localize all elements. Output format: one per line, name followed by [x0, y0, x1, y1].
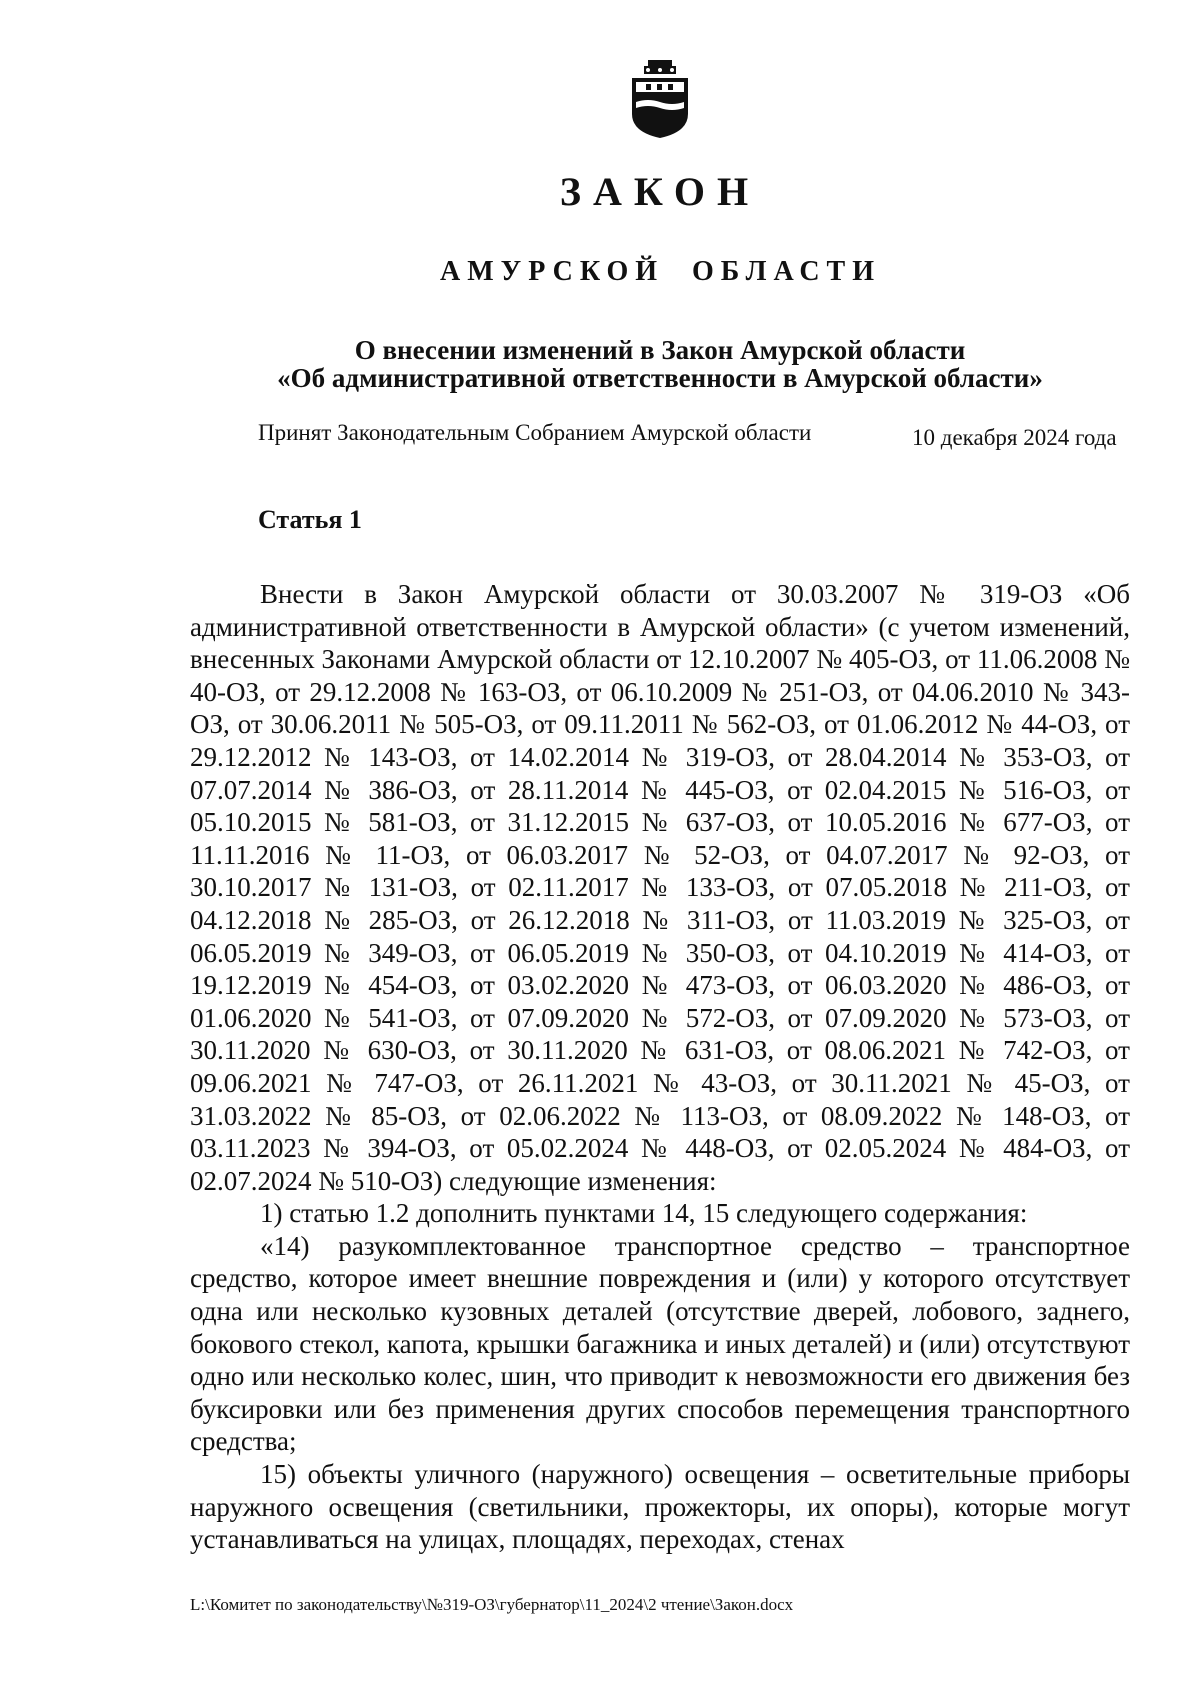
subject-line-2: «Об административной ответственности в Амурской области»: [277, 363, 1043, 393]
paragraph: 15) объекты уличного (наружного) освещения – осветительные приборы наружного освещения (светильники, прожекторы, их опоры), которые могут устанавливаться на улицах, площадях, переходах, стенах: [190, 1459, 1130, 1555]
paragraph: Внести в Закон Амурской области от 30.03.2007 № 319-ОЗ «Об административной ответственности в Амурской области» (с учетом изменений, внесенных Законами Амурской области от 12.10.2007 № 405-ОЗ, от 11.06.2008 № 40-ОЗ, от 29.12.2008 № 163-ОЗ, от 06.10.2009 № 251-ОЗ, от 04.06.2010 № 343-ОЗ, от 30.06.2011 № 505-ОЗ, от 09.11.2011 № 562-ОЗ, от 01.06.2012 № 44-ОЗ, от 29.12.2012 № 143-ОЗ, от 14.02.2014 № 319-ОЗ, от 28.04.2014 № 353-ОЗ, от 07.07.2014 № 386-ОЗ, от 28.11.2014 № 445-ОЗ, от 02.04.2015 № 516-ОЗ, от 05.10.2015 № 581-ОЗ, от 31.12.2015 № 637-ОЗ, от 10.05.2016 № 677-ОЗ, от 11.11.2016 № 11-ОЗ, от 06.03.2017 № 52-ОЗ, от 04.07.2017 № 92-ОЗ, от 30.10.2017 № 131-ОЗ, от 02.11.2017 № 133-ОЗ, от 07.05.2018 № 211-ОЗ, от 04.12.2018 № 285-ОЗ, от 26.12.2018 № 311-ОЗ, от 11.03.2019 № 325-ОЗ, от 06.05.2019 № 349-ОЗ, от 06.05.2019 № 350-ОЗ, от 04.10.2019 № 414-ОЗ, от 19.12.2019 № 454-ОЗ, от 03.02.2020 № 473-ОЗ, от 06.03.2020 № 486-ОЗ, от 01.06.2020 № 541-ОЗ, от 07.09.2020 № 572-ОЗ, от 07.09.2020 № 573-ОЗ, от 30.11.2020 № 630-ОЗ, от 30.11.2020 № 631-ОЗ, от 08.06.2021 № 742-ОЗ, от 09.06.2021 № 747-ОЗ, от 26.11.2021 № 43-ОЗ, от 30.11.2021 № 45-ОЗ, от 31.03.2022 № 85-ОЗ, от 02.06.2022 № 113-ОЗ, от 08.09.2022 № 148-ОЗ, от 03.11.2023 № 394-ОЗ, от 05.02.2024 № 448-ОЗ, от 02.05.2024 № 484-ОЗ, от 02.07.2024 № 510-ОЗ) следующие изменения:: [190, 579, 1130, 1196]
subject-line-1: О внесении изменений в Закон Амурской области: [354, 335, 966, 365]
adopted-by: Принят Законодательным Собранием Амурской области: [258, 420, 812, 445]
paragraph: «14) разукомплектованное транспортное средство – транспортное средство, которое имеет внешние повреждения и (или) у которого отсутствует одна или несколько кузовных деталей (отсутствие дверей, лобового, заднего, бокового стекол, капота, крышки багажника и иных деталей) и (или) отсутствуют одно или несколько колес, шин, что приводит к невозможности его движения без буксировки или без применения других способов перемещения транспортного средства;: [190, 1230, 1130, 1457]
document-subject: [230, 336, 1090, 392]
document-title: ЗАКОН: [559, 169, 761, 214]
article-body: [190, 578, 1130, 1556]
region-word-1: АМУРСКОЙ: [440, 256, 665, 287]
document-region: [440, 256, 900, 288]
region-word-2: ОБЛАСТИ: [692, 256, 881, 287]
paragraph: 1) статью 1.2 дополнить пунктами 14, 15 следующего содержания:: [260, 1198, 1028, 1229]
coat-of-arms-icon: [626, 58, 694, 140]
file-path-footer: L:\Комитет по законодательству\№319-ОЗ\губернатор\11_2024\2 чтение\Закон.docx: [190, 1595, 794, 1614]
article-heading: Статья 1: [258, 505, 362, 534]
adopted-date: 10 декабря 2024 года: [912, 425, 1117, 450]
